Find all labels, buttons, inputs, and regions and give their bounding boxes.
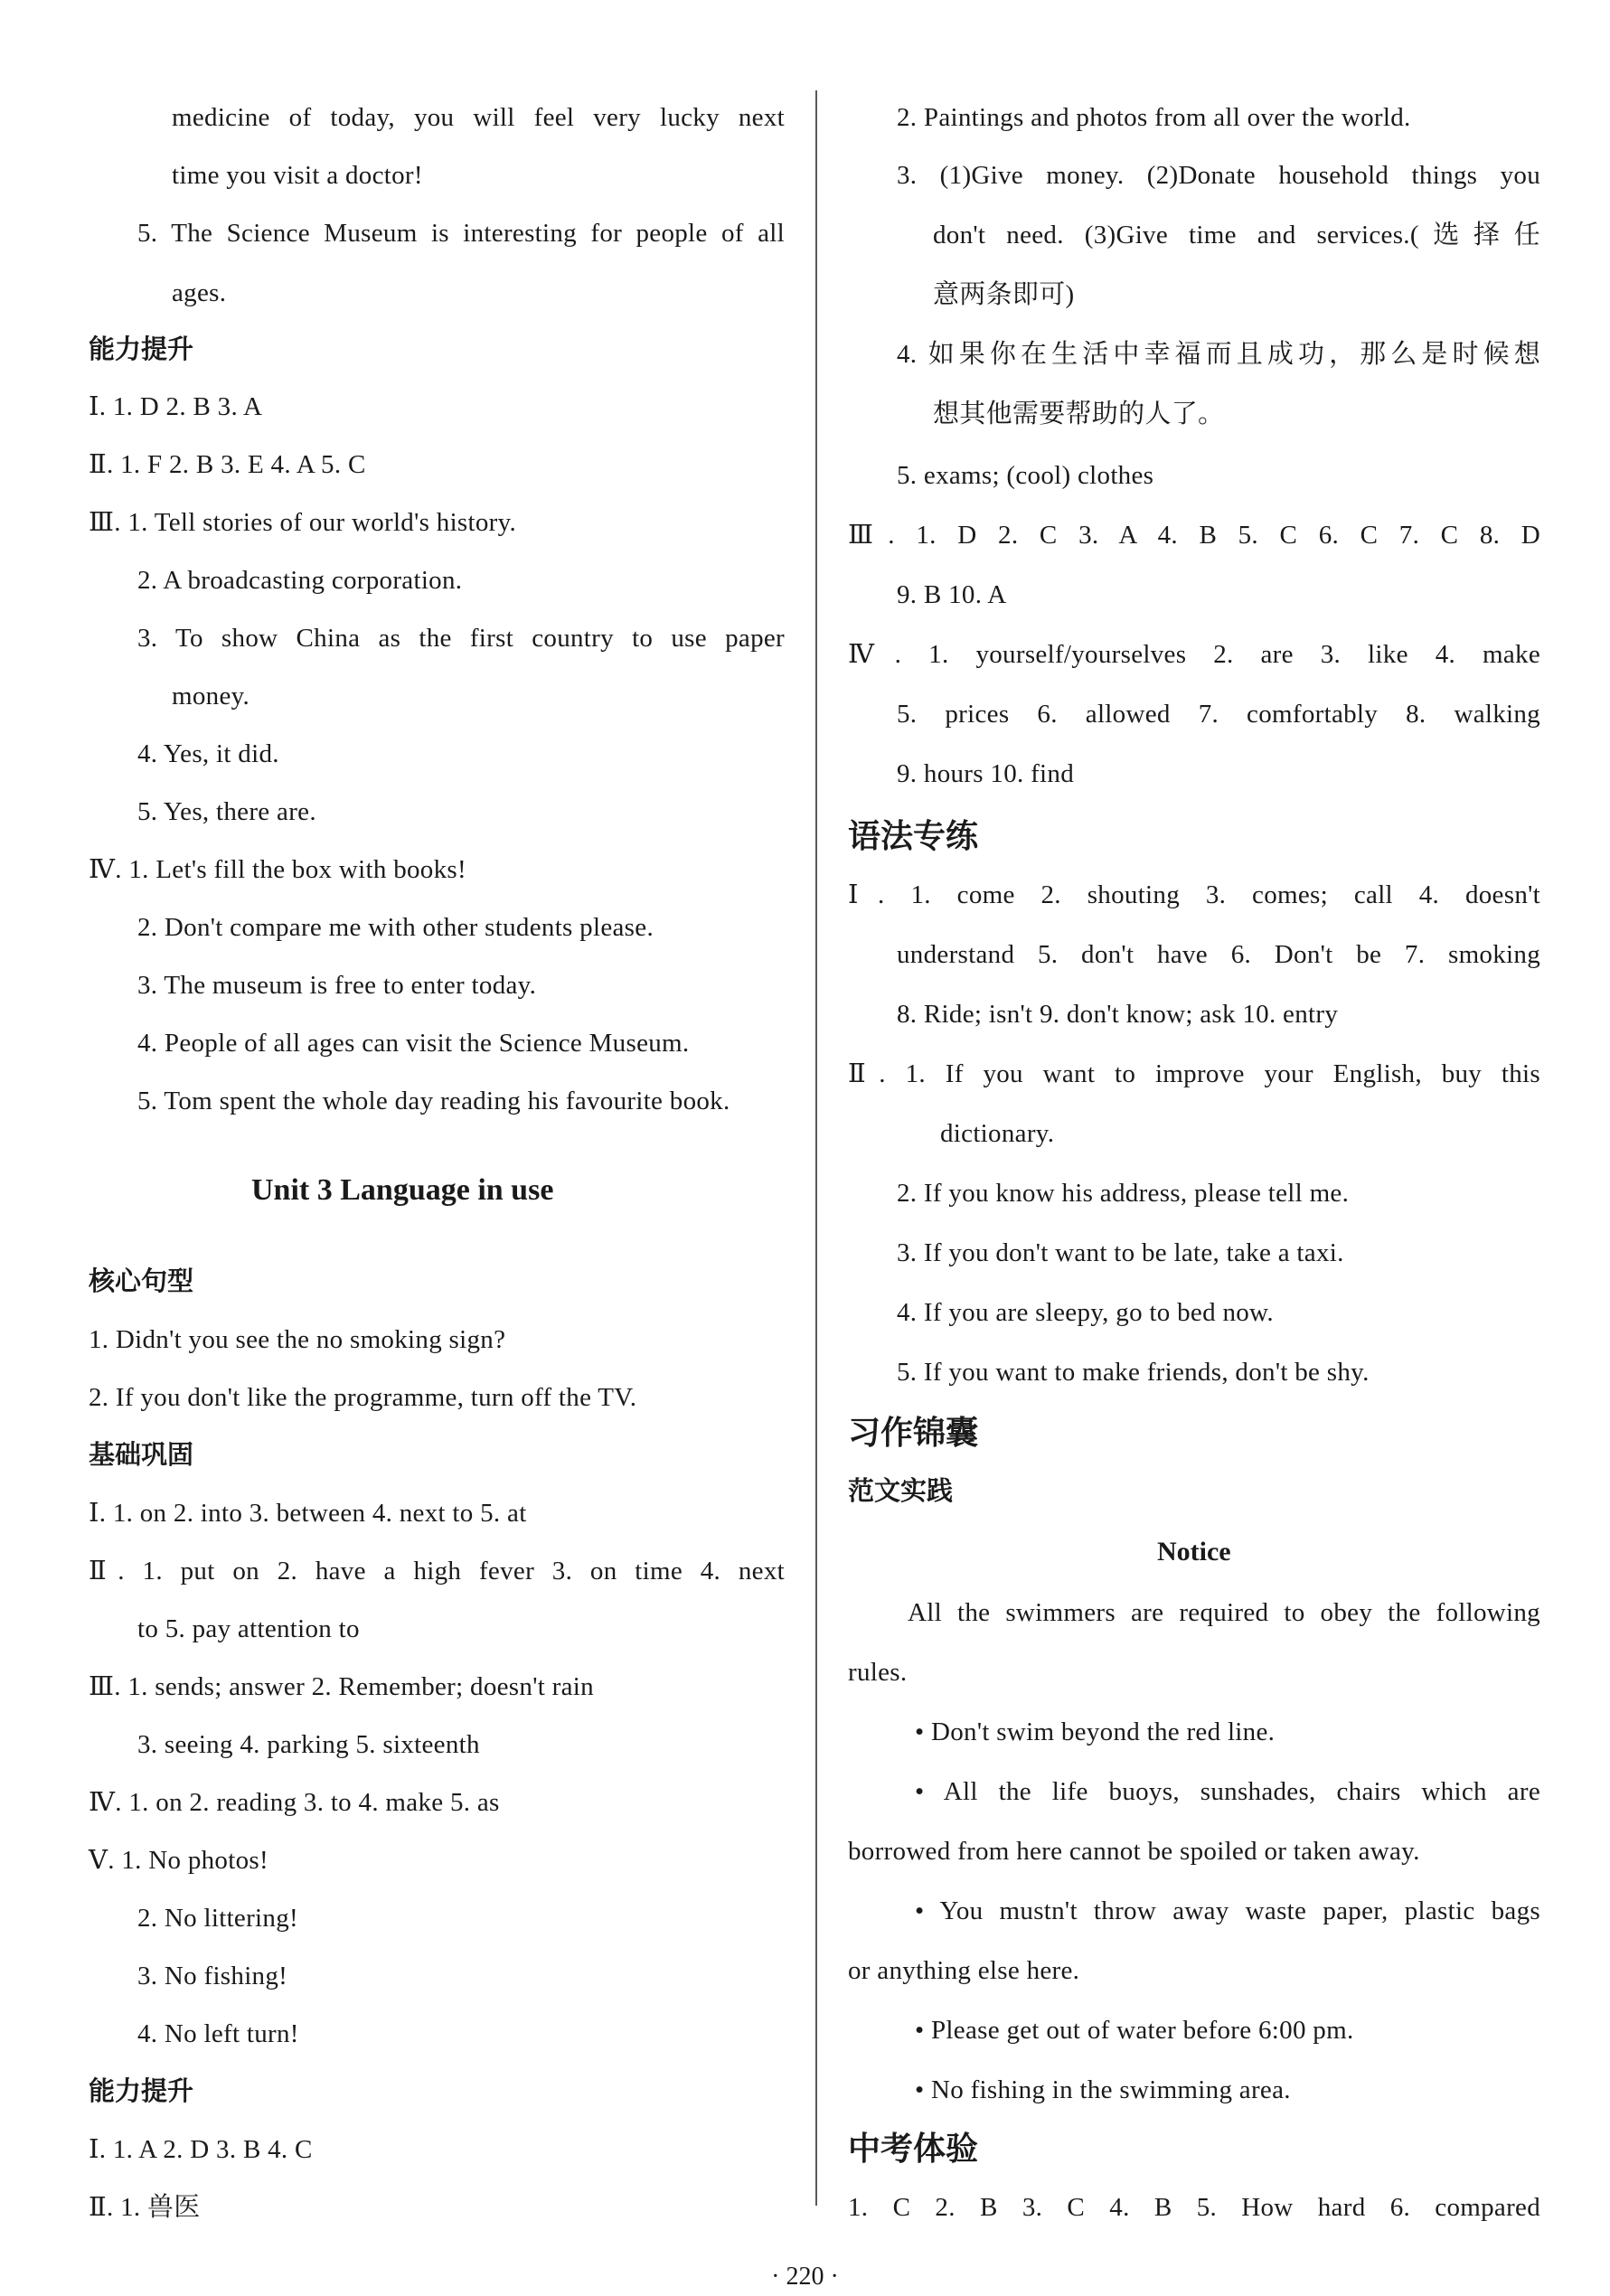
text-line: 4. If you are sleepy, go to bed now. <box>897 1298 1274 1327</box>
section-heading: 中考体验 <box>848 2131 979 2168</box>
text-line: time you visit a doctor! <box>172 161 423 190</box>
text-line: Ⅰ. 1. A 2. D 3. B 4. C <box>89 2135 313 2164</box>
text-line: • All the life buoys, sunshades, chairs which are <box>915 1777 1540 1806</box>
text-line: Ⅱ. 1. 兽医 <box>89 2193 201 2222</box>
notice-title: Notice <box>1157 1537 1231 1567</box>
text-line: 2. If you know his address, please tell me. <box>897 1179 1350 1208</box>
section-heading: 能力提升 <box>89 2075 194 2106</box>
page-number: · 220 · <box>771 2263 839 2291</box>
text-line: 3. No fishing! <box>137 1962 288 1990</box>
text-line: Ⅰ. 1. come 2. shouting 3. comes; call 4. doesn't <box>848 880 1540 909</box>
text-line: • No fishing in the swimming area. <box>915 2075 1291 2104</box>
text-line: Ⅱ. 1. If you want to improve your English, buy this <box>848 1059 1540 1088</box>
text-line: 3. To show China as the first country to use paper <box>137 624 785 653</box>
text-line: medicine of today, you will feel very lucky next <box>172 103 785 132</box>
text-line: 3. The museum is free to enter today. <box>137 971 537 1000</box>
text-line: Ⅲ. 1. sends; answer 2. Remember; doesn't rain <box>89 1672 594 1701</box>
text-line: ages. <box>172 278 227 307</box>
text-line: 8. Ride; isn't 9. don't know; ask 10. entry <box>897 1000 1339 1029</box>
text-line: Ⅳ. 1. yourself/yourselves 2. are 3. like 4. make <box>848 640 1540 669</box>
text-line: Ⅳ. 1. on 2. reading 3. to 4. make 5. as <box>89 1788 500 1817</box>
section-heading: 基础巩固 <box>89 1439 194 1470</box>
text-line: 2. If you don't like the programme, turn off the TV. <box>89 1383 637 1412</box>
text-line: 9. B 10. A <box>897 580 1007 609</box>
text-line: 2. Paintings and photos from all over the world. <box>897 103 1411 132</box>
text-line: 2. No littering! <box>137 1904 298 1933</box>
text-line: 3. If you don't want to be late, take a taxi. <box>897 1238 1344 1267</box>
text-line: 4. People of all ages can visit the Science Museum. <box>137 1029 690 1058</box>
text-line: • You mustn't throw away waste paper, plastic bags <box>915 1896 1540 1925</box>
text-line: Ⅱ. 1. F 2. B 3. E 4. A 5. C <box>89 450 366 479</box>
text-line: understand 5. don't have 6. Don't be 7. smoking <box>897 940 1540 969</box>
text-line: • Don't swim beyond the red line. <box>915 1717 1276 1746</box>
text-line: don't need. (3)Give time and services.(选择任 <box>933 221 1540 249</box>
text-line: Ⅱ. 1. put on 2. have a high fever 3. on time 4. next <box>89 1557 785 1586</box>
text-line: 2. Don't compare me with other students please. <box>137 913 654 942</box>
text-line: to 5. pay attention to <box>137 1614 360 1643</box>
text-line: 3. (1)Give money. (2)Donate household things you <box>897 161 1540 190</box>
text-line: 4. 如果你在生活中幸福而且成功，那么是时候想 <box>897 340 1540 369</box>
section-heading: 语法专练 <box>848 818 979 855</box>
text-line: 5. Tom spent the whole day reading his favourite book. <box>137 1087 730 1115</box>
text-line: 1. Didn't you see the no smoking sign? <box>89 1325 506 1354</box>
text-line: 5. exams; (cool) clothes <box>897 461 1154 490</box>
text-line: or anything else here. <box>848 1956 1080 1985</box>
text-line: Ⅳ. 1. Let's fill the box with books! <box>89 855 466 884</box>
text-line: 意两条即可) <box>933 280 1075 309</box>
text-line: 4. No left turn! <box>137 2019 299 2048</box>
text-line: Ⅰ. 1. D 2. B 3. A <box>89 392 263 421</box>
text-line: rules. <box>848 1658 908 1687</box>
text-line: 3. seeing 4. parking 5. sixteenth <box>137 1730 480 1759</box>
text-line: 5. The Science Museum is interesting for people of all <box>137 219 785 248</box>
text-line: All the swimmers are required to obey the following <box>908 1598 1540 1627</box>
text-line: 5. If you want to make friends, don't be shy. <box>897 1358 1370 1387</box>
section-heading: 范文实践 <box>848 1475 954 1506</box>
text-line: • Please get out of water before 6:00 pm. <box>915 2016 1354 2045</box>
text-line: 4. Yes, it did. <box>137 739 279 768</box>
text-line: Ⅲ. 1. D 2. C 3. A 4. B 5. C 6. C 7. C 8. D <box>848 521 1540 550</box>
column-divider <box>815 90 817 2206</box>
unit-title: Unit 3 Language in use <box>251 1173 554 1207</box>
text-line: Ⅴ. 1. No photos! <box>89 1846 268 1875</box>
text-line: Ⅰ. 1. on 2. into 3. between 4. next to 5. at <box>89 1499 527 1528</box>
text-line: 2. A broadcasting corporation. <box>137 566 463 595</box>
text-line: dictionary. <box>940 1119 1055 1148</box>
section-heading: 能力提升 <box>89 334 194 364</box>
text-line: 9. hours 10. find <box>897 759 1075 788</box>
text-line: 想其他需要帮助的人了。 <box>933 400 1225 428</box>
text-line: 5. prices 6. allowed 7. comfortably 8. walking <box>897 700 1540 729</box>
text-line: borrowed from here cannot be spoiled or taken away. <box>848 1837 1420 1866</box>
text-line: 1. C 2. B 3. C 4. B 5. How hard 6. compared <box>848 2193 1540 2222</box>
section-heading: 核心句型 <box>89 1266 194 1296</box>
text-line: Ⅲ. 1. Tell stories of our world's history. <box>89 508 517 537</box>
text-line: money. <box>172 682 250 710</box>
section-heading: 习作锦囊 <box>848 1415 979 1452</box>
text-line: 5. Yes, there are. <box>137 797 316 826</box>
